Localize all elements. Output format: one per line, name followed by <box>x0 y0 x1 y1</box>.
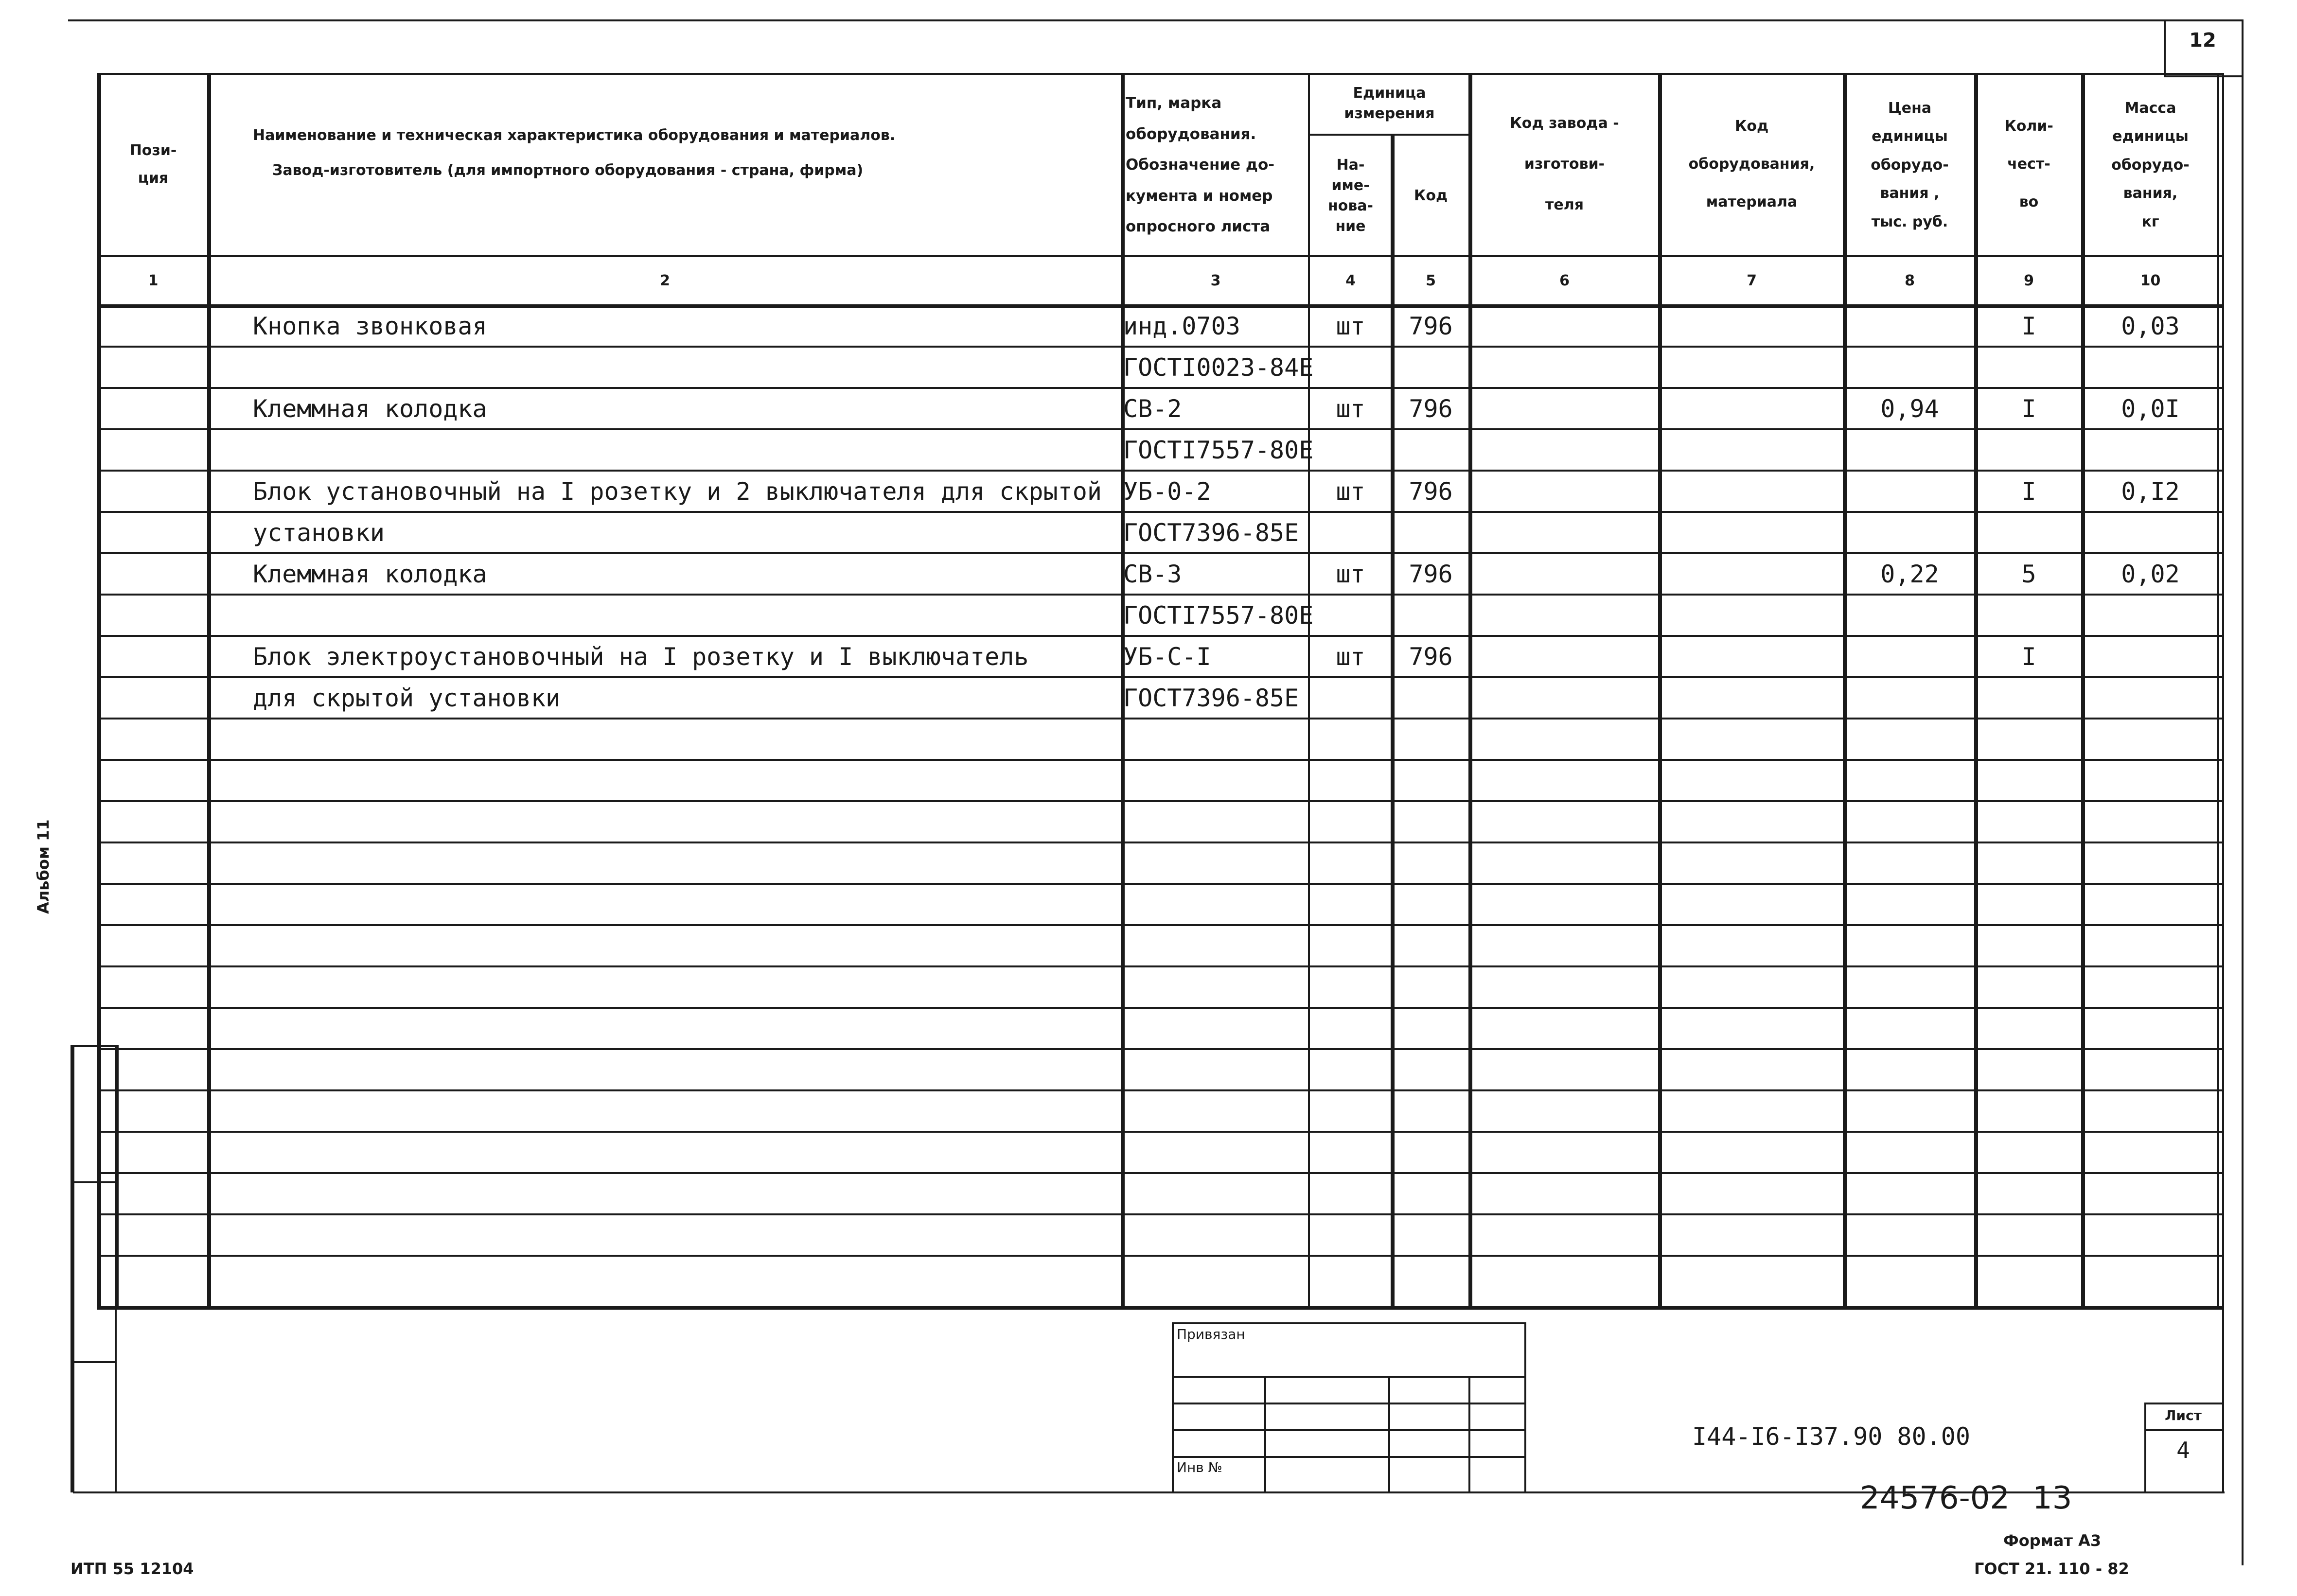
column-number: 1 <box>148 272 159 289</box>
cell-type: ГОСТ7396-85Е <box>1123 519 1299 547</box>
row-divider <box>97 470 2222 472</box>
cell-name: для скрытой установки <box>253 684 561 712</box>
header-unit-code: Код <box>1414 187 1448 204</box>
itp-label: ИТП 55 12104 <box>71 1560 194 1578</box>
cell-qty: I <box>2021 643 2036 671</box>
column-number: 4 <box>1345 272 1356 289</box>
cell-type: УБ-0-2 <box>1123 477 1211 506</box>
cell-name: Блок установочный на I розетку и 2 выключателя для скрытой <box>253 477 1102 506</box>
cell-unit: шт <box>1336 643 1365 671</box>
cell-code: 796 <box>1409 312 1453 340</box>
cell-unit: шт <box>1336 312 1365 340</box>
gost-label: ГОСТ 21. 110 - 82 <box>1974 1560 2129 1578</box>
handwritten-code: 24576-02 <box>1860 1480 2010 1516</box>
column-number: 5 <box>1426 272 1436 289</box>
cell-type: СВ-3 <box>1123 560 1182 588</box>
header-name <box>253 97 1118 209</box>
cell-price: 0,22 <box>1880 560 1939 588</box>
column-number: 8 <box>1905 272 1915 289</box>
row-divider <box>97 800 2222 802</box>
row-divider <box>97 1172 2222 1174</box>
cell-price: 0,94 <box>1880 395 1939 423</box>
stamp-document-code: I44-I6-I37.90 80.00 <box>1692 1422 1970 1451</box>
cell-type: СВ-2 <box>1123 395 1182 423</box>
cell-mass: 0,02 <box>2121 560 2180 588</box>
header-type: Тип, марка оборудования. Обозначение до- кумента и номер опросного листа <box>1126 94 1275 236</box>
row-divider <box>97 346 2222 348</box>
cell-type: ГОСТI7557-80Е <box>1123 436 1314 464</box>
column-number: 7 <box>1747 272 1757 289</box>
cell-name: Клеммная колодка <box>253 560 487 588</box>
cell-unit: шт <box>1336 395 1365 423</box>
row-divider <box>97 842 2222 843</box>
header-factory-code: Код завода - изготови- теля <box>1510 114 1619 213</box>
row-divider <box>97 1255 2222 1257</box>
stamp-inv-no: Инв № <box>1177 1459 1222 1475</box>
row-divider <box>97 924 2222 926</box>
row-divider <box>97 552 2222 554</box>
row-divider <box>97 1213 2222 1215</box>
cell-name: установки <box>253 519 385 547</box>
header-name-line2: Завод-изготовитель (для импортного оборудования - страна, фирма) <box>272 162 864 179</box>
row-divider <box>97 759 2222 761</box>
cell-unit: шт <box>1336 560 1365 588</box>
cell-mass: 0,0I <box>2121 395 2180 423</box>
cell-name: Клеммная колодка <box>253 395 487 423</box>
cell-type: УБ-С-I <box>1123 643 1211 671</box>
row-divider <box>97 676 2222 678</box>
column-number: 6 <box>1559 272 1570 289</box>
side-album-label: Альбом 11 <box>34 819 53 914</box>
cell-code: 796 <box>1409 560 1453 588</box>
row-divider <box>97 1131 2222 1133</box>
column-number: 2 <box>660 272 670 289</box>
cell-qty: 5 <box>2021 560 2036 588</box>
header-unit-name: На- име- нова- ние <box>1327 156 1374 235</box>
header-position: Пози- ция <box>129 141 177 187</box>
stamp-list-label: Лист <box>2165 1407 2202 1423</box>
cell-qty: I <box>2021 395 2036 423</box>
cell-qty: I <box>2021 477 2036 506</box>
cell-code: 796 <box>1409 395 1453 423</box>
cell-mass: 0,I2 <box>2121 477 2180 506</box>
cell-name: Блок электроустановочный на I розетку и I выключатель <box>253 643 1029 671</box>
header-quantity: Коли- чест- во <box>2004 117 2053 210</box>
handwritten-page: 13 <box>2032 1480 2072 1516</box>
row-divider <box>97 1089 2222 1091</box>
format-label: Формат А3 <box>2003 1531 2102 1550</box>
stamp-privyazan: Привязан <box>1177 1326 1245 1342</box>
header-name-line1: Наименование и техническая характеристика оборудования и материалов. <box>253 127 896 144</box>
row-divider <box>97 511 2222 513</box>
row-divider <box>97 965 2222 967</box>
cell-type: инд.0703 <box>1123 312 1240 340</box>
row-divider <box>97 428 2222 430</box>
column-number: 10 <box>2140 272 2161 289</box>
cell-type: ГОСТI7557-80Е <box>1123 601 1314 630</box>
row-divider <box>97 718 2222 719</box>
row-divider <box>97 1007 2222 1009</box>
column-number: 3 <box>1210 272 1221 289</box>
row-divider <box>97 635 2222 637</box>
row-divider <box>97 387 2222 389</box>
header-price: Цена единицы оборудо- вания , тыс. руб. <box>1871 99 1949 230</box>
cell-type: ГОСТ7396-85Е <box>1123 684 1299 712</box>
cell-type: ГОСТI0023-84Е <box>1123 353 1314 382</box>
cell-name: Кнопка звонковая <box>253 312 487 340</box>
sheet-number: 12 <box>2189 29 2216 52</box>
column-number: 9 <box>2024 272 2034 289</box>
cell-unit: шт <box>1336 477 1365 506</box>
cell-code: 796 <box>1409 477 1453 506</box>
stamp-list-number: 4 <box>2176 1437 2190 1463</box>
cell-mass: 0,03 <box>2121 312 2180 340</box>
header-mass: Масса единицы оборудо- вания, кг <box>2111 99 2190 230</box>
cell-qty: I <box>2021 312 2036 340</box>
row-divider <box>97 1048 2222 1050</box>
header-equipment-code: Код оборудования, материала <box>1688 117 1815 210</box>
header-unit-group: Единица измерения <box>1344 84 1435 122</box>
cell-code: 796 <box>1409 643 1453 671</box>
row-divider <box>97 883 2222 885</box>
row-divider <box>97 594 2222 596</box>
